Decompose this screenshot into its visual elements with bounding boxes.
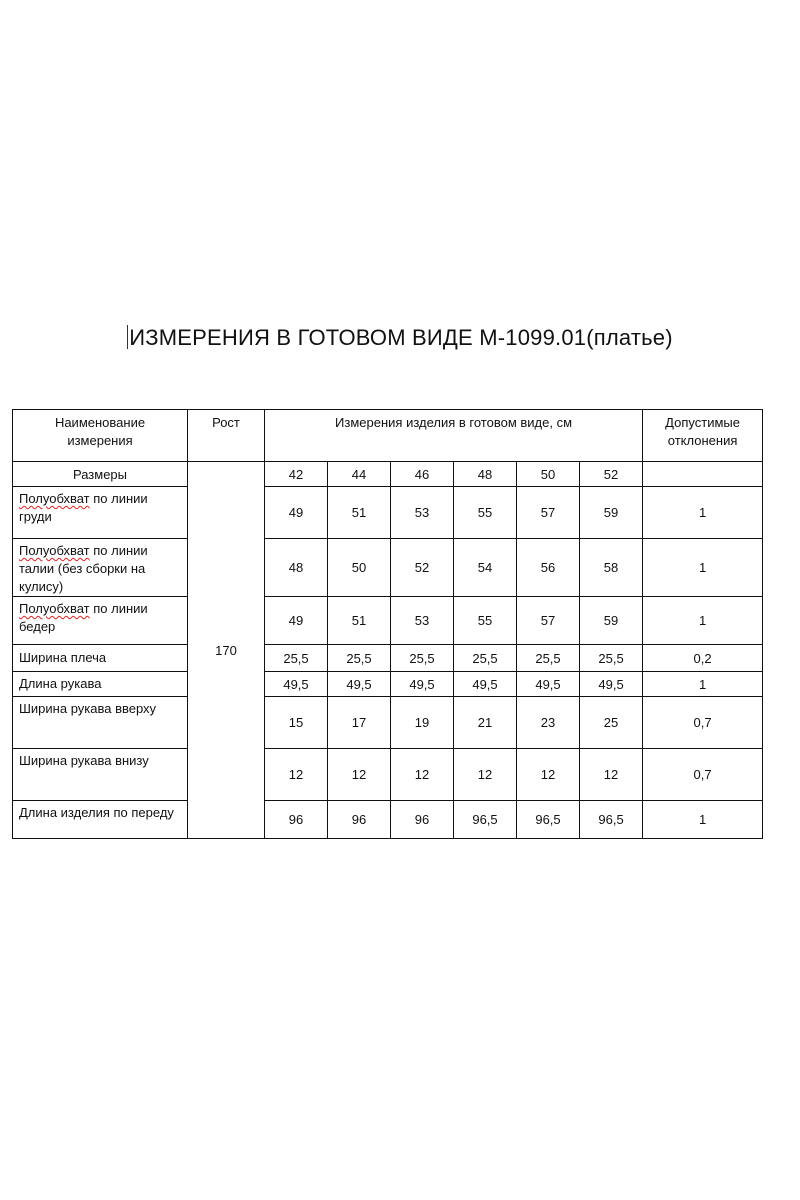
row-name: [13, 539, 188, 597]
tolerance-cell: 0,7: [643, 749, 763, 801]
value-cell: 25: [580, 697, 643, 749]
row-name-rest: по линии талии (без сборки на кулису): [19, 543, 148, 594]
size-cell: 42: [265, 462, 328, 487]
value-cell: 49,5: [517, 672, 580, 697]
value-cell: 49,5: [391, 672, 454, 697]
value-cell: 55: [454, 597, 517, 645]
value-cell: 25,5: [391, 645, 454, 672]
table-row: [13, 645, 763, 672]
size-cell: 48: [454, 462, 517, 487]
value-cell: 25,5: [517, 645, 580, 672]
value-cell: 96: [265, 801, 328, 839]
row-name-rest: Ширина рукава вверху: [19, 701, 157, 716]
row-name-rest: Ширина рукава внизу: [19, 753, 149, 768]
sizes-label: Размеры: [13, 462, 188, 487]
value-cell: 21: [454, 697, 517, 749]
value-cell: 12: [454, 749, 517, 801]
value-cell: 56: [517, 539, 580, 597]
measurements-table: [12, 409, 763, 839]
value-cell: 49: [265, 487, 328, 539]
value-cell: 52: [391, 539, 454, 597]
header-height: Рост: [188, 410, 265, 462]
value-cell: 12: [328, 749, 391, 801]
value-cell: 58: [580, 539, 643, 597]
value-cell: 12: [391, 749, 454, 801]
value-cell: 51: [328, 487, 391, 539]
value-cell: 12: [517, 749, 580, 801]
row-name: [13, 749, 188, 801]
size-cell: 46: [391, 462, 454, 487]
row-name: [13, 487, 188, 539]
value-cell: 55: [454, 487, 517, 539]
value-cell: 25,5: [328, 645, 391, 672]
value-cell: 49: [265, 597, 328, 645]
value-cell: 25,5: [580, 645, 643, 672]
value-cell: 12: [265, 749, 328, 801]
value-cell: 59: [580, 487, 643, 539]
value-cell: 25,5: [454, 645, 517, 672]
row-name: [13, 697, 188, 749]
size-cell: 44: [328, 462, 391, 487]
row-name-rest: Длина изделия по переду: [19, 805, 174, 820]
document-title: [0, 325, 800, 351]
value-cell: 96,5: [454, 801, 517, 839]
table-row: [13, 749, 763, 801]
value-cell: 53: [391, 597, 454, 645]
row-name: [13, 672, 188, 697]
value-cell: 23: [517, 697, 580, 749]
size-cell: 52: [580, 462, 643, 487]
spellcheck-word: Полуобхват: [19, 601, 90, 616]
value-cell: 49,5: [328, 672, 391, 697]
table-row: [13, 801, 763, 839]
value-cell: 54: [454, 539, 517, 597]
value-cell: 49,5: [580, 672, 643, 697]
tolerance-cell: 0,7: [643, 697, 763, 749]
value-cell: 96,5: [517, 801, 580, 839]
value-cell: 57: [517, 597, 580, 645]
header-row: [13, 410, 763, 462]
header-name: Наименование измерения: [13, 410, 188, 462]
value-cell: 12: [580, 749, 643, 801]
tolerance-cell: 1: [643, 672, 763, 697]
value-cell: 15: [265, 697, 328, 749]
value-cell: 50: [328, 539, 391, 597]
sizes-row: [13, 462, 763, 487]
value-cell: 49,5: [265, 672, 328, 697]
table-row: [13, 697, 763, 749]
tolerance-cell: 0,2: [643, 645, 763, 672]
row-name-rest: Длина рукава: [19, 676, 102, 691]
row-name: [13, 801, 188, 839]
value-cell: 96: [391, 801, 454, 839]
value-cell: 59: [580, 597, 643, 645]
table-row: [13, 539, 763, 597]
value-cell: 57: [517, 487, 580, 539]
value-cell: 51: [328, 597, 391, 645]
tolerance-cell: 1: [643, 539, 763, 597]
row-name: [13, 645, 188, 672]
value-cell: 19: [391, 697, 454, 749]
height-value: 170: [188, 462, 265, 839]
tolerance-cell: 1: [643, 801, 763, 839]
value-cell: 96,5: [580, 801, 643, 839]
value-cell: 25,5: [265, 645, 328, 672]
value-cell: 53: [391, 487, 454, 539]
document-title-text: ИЗМЕРЕНИЯ В ГОТОВОМ ВИДЕ М-1099.01(платье): [129, 325, 673, 350]
tolerance-cell: 1: [643, 597, 763, 645]
size-tolerance-empty: [643, 462, 763, 487]
value-cell: 48: [265, 539, 328, 597]
value-cell: 96: [328, 801, 391, 839]
table-row: [13, 672, 763, 697]
value-cell: 49,5: [454, 672, 517, 697]
size-cell: 50: [517, 462, 580, 487]
table-row: [13, 487, 763, 539]
table-row: [13, 597, 763, 645]
row-name: [13, 597, 188, 645]
row-name-rest: по линии бедер: [19, 601, 148, 634]
value-cell: 17: [328, 697, 391, 749]
tolerance-cell: 1: [643, 487, 763, 539]
row-name-rest: по линии груди: [19, 491, 148, 524]
header-tolerance: Допустимые отклонения: [643, 410, 763, 462]
header-measurements: Измерения изделия в готовом виде, см: [265, 410, 643, 462]
spellcheck-word: Полуобхват: [19, 543, 90, 558]
row-name-rest: Ширина плеча: [19, 650, 107, 665]
spellcheck-word: Полуобхват: [19, 491, 90, 506]
